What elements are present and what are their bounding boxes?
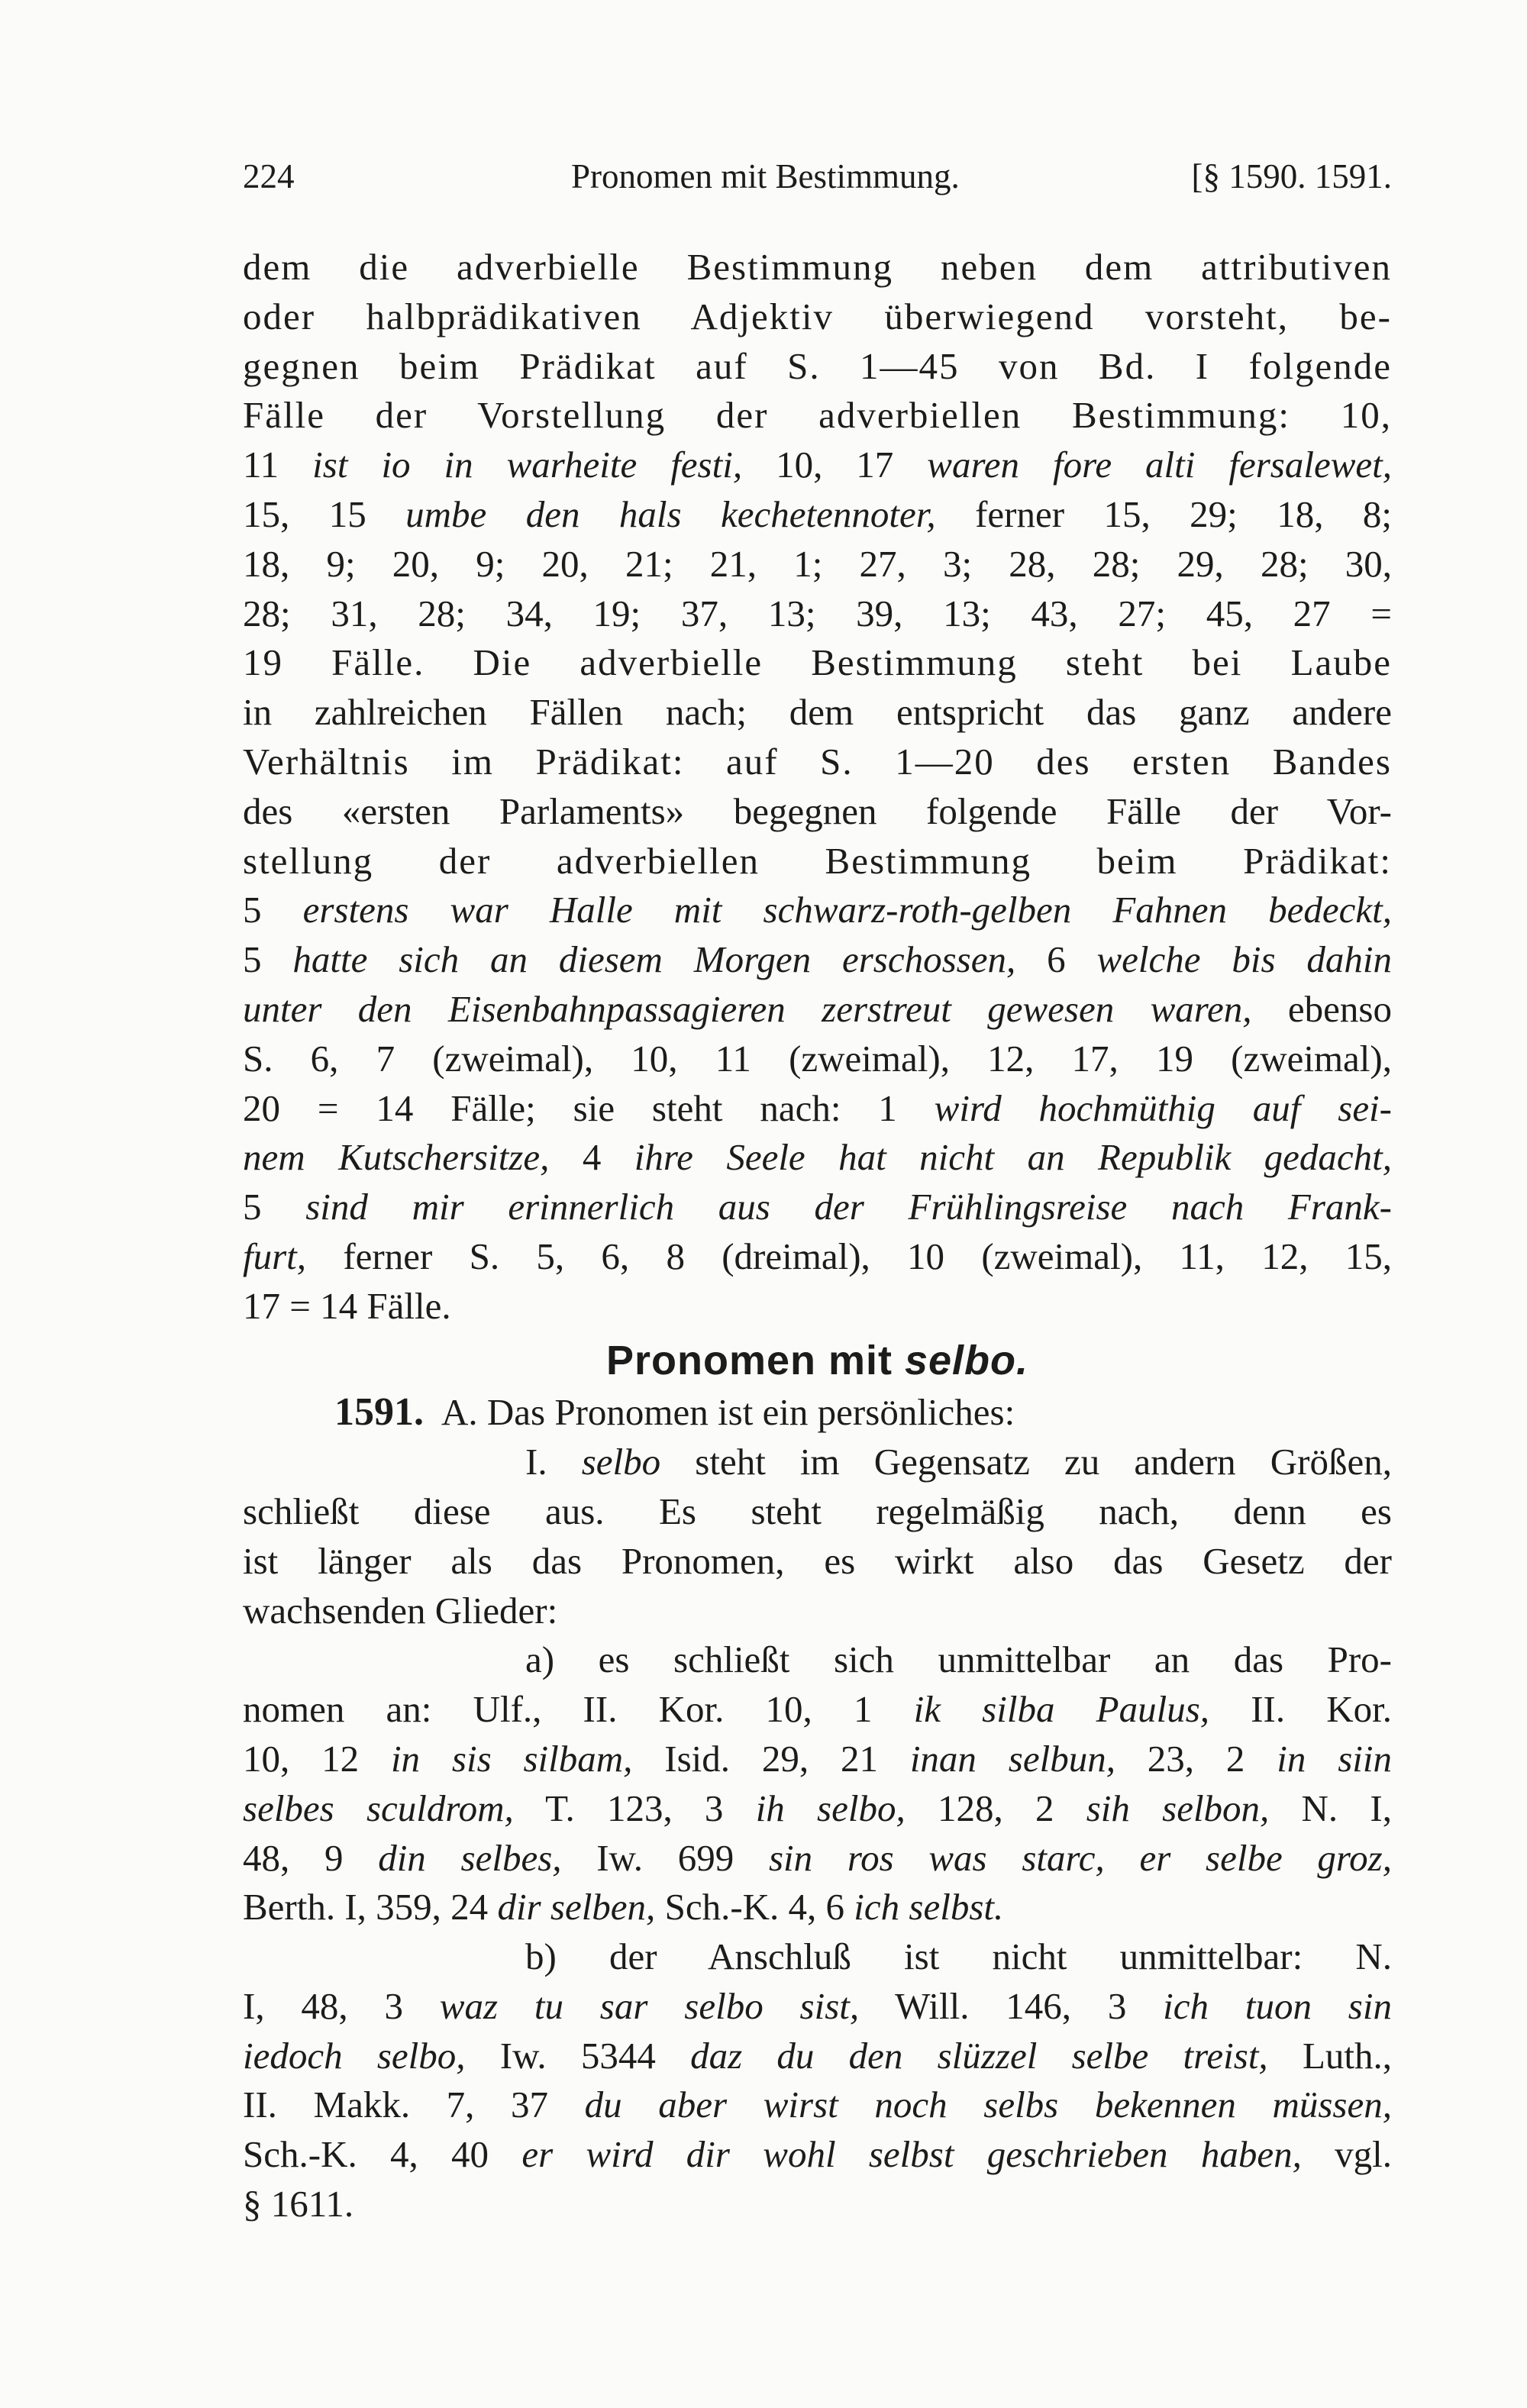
text-line: Berth. I, 359, 24 dir selben, Sch.-K. 4, 6 ich selbst. — [243, 1886, 1004, 1929]
text-line: des «ersten Parlaments» begegnen folgende Fälle der Vor- — [243, 789, 1392, 832]
text-line: a) es schließt sich unmittelbar an das Pro- — [525, 1638, 1392, 1681]
text-line: 19 Fälle. Die adverbielle Bestimmung steht bei Laube — [243, 641, 1392, 684]
section-number: 1591. — [334, 1390, 424, 1435]
text-line: 5 hatte sich an diesem Morgen erschossen, 6 welche bis dahin — [243, 938, 1392, 981]
text-line: 15, 15 umbe den hals kechetennoter, ferner 15, 29; 18, 8; — [243, 492, 1392, 535]
text-line: Verhältnis im Prädikat: auf S. 1—20 des ersten Bandes — [243, 740, 1392, 783]
text-line: nomen an: Ulf., II. Kor. 10, 1 ik silba Paulus, II. Kor. — [243, 1688, 1392, 1731]
text-line: Fälle der Vorstellung der adverbiellen Bestimmung: 10, — [243, 394, 1392, 437]
text-line: gegnen beim Prädikat auf S. 1—45 von Bd. I folgende — [243, 344, 1392, 387]
paragraph-1591 — [243, 1388, 1392, 2229]
page-number: 224 — [243, 157, 295, 195]
running-title: Pronomen mit Bestimmung. — [571, 157, 960, 195]
text-line: b) der Anschluß ist nicht unmittelbar: N. — [525, 1935, 1392, 1978]
text-line: stellung der adverbiellen Bestimmung beim Prädikat: — [243, 839, 1392, 882]
text-line: furt, ferner S. 5, 6, 8 (dreimal), 10 (zweimal), 11, 12, 15, — [243, 1235, 1392, 1277]
text-line: 28; 31, 28; 34, 19; 37, 13; 39, 13; 43, 27; 45, 27 = — [243, 592, 1392, 634]
section-reference: [§ 1590. 1591. — [1191, 157, 1392, 195]
text-line: § 1611. — [243, 2183, 354, 2226]
text-line: dem die adverbielle Bestimmung neben dem attributiven — [243, 246, 1392, 288]
text-line: oder halbprädikativen Adjektiv überwiegend vorsteht, be- — [243, 295, 1392, 337]
text-line: 48, 9 din selbes, Iw. 699 sin ros was starc, er selbe groz, — [243, 1836, 1392, 1879]
text-line: II. Makk. 7, 37 du aber wirst noch selbs bekennen müssen, — [243, 2084, 1392, 2126]
text-line: schließt diese aus. Es steht regelmäßig nach, denn es — [243, 1490, 1392, 1532]
text-line: 5 erstens war Halle mit schwarz-roth-gelben Fahnen bedeckt, — [243, 889, 1392, 931]
text-line: 11 ist io in warheite festi, 10, 17 waren fore alti fersalewet, — [243, 444, 1393, 486]
text-line: I, 48, 3 waz tu sar selbo sist, Will. 146, 3 ich tuon sin — [243, 1984, 1392, 2027]
text-line: Sch.-K. 4, 40 er wird dir wohl selbst geschrieben haben, vgl. — [243, 2133, 1392, 2176]
text-line: 20 = 14 Fälle; sie steht nach: 1 wird hochmüthig auf sei- — [243, 1086, 1392, 1129]
running-header — [243, 157, 1392, 205]
paragraph-1590-continuation — [243, 243, 1392, 1332]
text-line: 1591. A. Das Pronomen ist ein persönliches: — [243, 1388, 1392, 1438]
text-line: nem Kutschersitze, 4 ihre Seele hat nicht an Republik gedacht, — [243, 1136, 1392, 1179]
main-text — [243, 243, 1392, 2229]
text-line: 17 = 14 Fälle. — [243, 1284, 451, 1327]
text-line: I. selbo steht im Gegensatz zu andern Größen, — [525, 1441, 1392, 1483]
text-line: wachsenden Glieder: — [243, 1589, 558, 1632]
text-line: in zahlreichen Fällen nach; dem entspricht das ganz andere — [243, 691, 1392, 734]
text-line: S. 6, 7 (zweimal), 10, 11 (zweimal), 12, 17, 19 (zweimal), — [243, 1037, 1392, 1080]
text-line: ist länger als das Pronomen, es wirkt also das Gesetz der — [243, 1539, 1392, 1582]
text-line: selbes sculdrom, T. 123, 3 ih selbo, 128, 2 sih selbon, N. I, — [243, 1787, 1392, 1829]
text-line: iedoch selbo, Iw. 5344 daz du den slüzzel selbe treist, Luth., — [243, 2034, 1392, 2077]
section-heading: Pronomen mit selbo. — [605, 1337, 1029, 1383]
text-line: 5 sind mir erinnerlich aus der Frühlingsreise nach Frank- — [243, 1186, 1393, 1228]
text-line: unter den Eisenbahnpassagieren zerstreut gewesen waren, ebenso — [243, 987, 1392, 1030]
text-line: 10, 12 in sis silbam, Isid. 29, 21 inan selbun, 23, 2 in siin — [243, 1737, 1392, 1780]
text-line: 18, 9; 20, 9; 20, 21; 21, 1; 27, 3; 28, 28; 29, 28; 30, — [243, 542, 1392, 585]
